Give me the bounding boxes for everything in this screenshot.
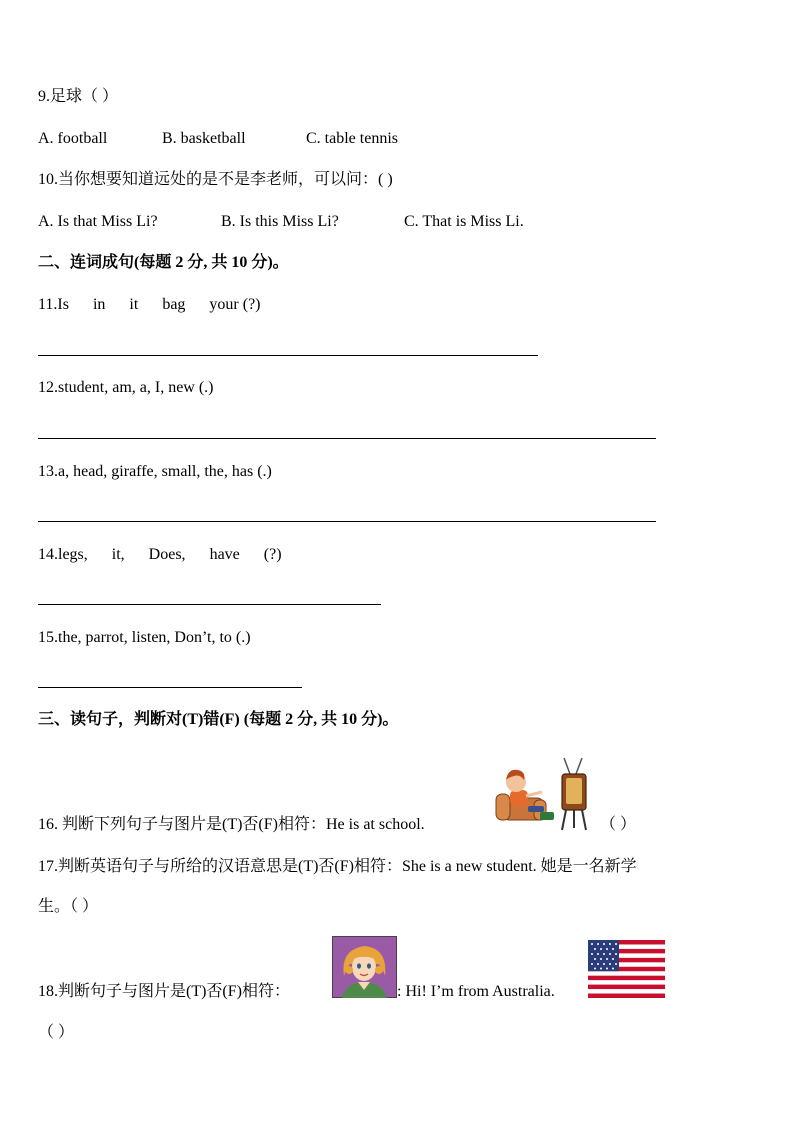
question-15-answer-line[interactable]	[38, 687, 302, 688]
question-11-word-1: Is	[57, 296, 69, 313]
question-14-word-2: it,	[111, 546, 125, 563]
question-14-word-5: (?)	[263, 546, 282, 563]
question-11-word-2: in	[92, 296, 106, 313]
section-2-heading: 二、连词成句(每题 2 分, 共 10 分)。	[38, 254, 289, 271]
question-16-answer-paren[interactable]: （ ）	[600, 816, 637, 833]
question-9-option-a: A. football	[38, 130, 108, 147]
question-17-line-1: 17.判断英语句子与所给的汉语意思是(T)否(F)相符：She is a new student. 她是一名新学	[38, 858, 637, 875]
question-11-word-5: your (?)	[209, 296, 261, 313]
question-14-answer-line[interactable]	[38, 604, 381, 605]
question-12: 12.student, am, a, I, new (.)	[38, 379, 214, 396]
question-11	[38, 295, 261, 315]
child-watching-tv-picture	[494, 754, 592, 832]
question-11-word-4: bag	[162, 296, 186, 313]
question-9-stem: 9.足球（ ）	[38, 88, 119, 105]
question-13: 13.a, head, giraffe, small, the, has (.)	[38, 463, 272, 480]
question-18-text-1: 18.判断句子与图片是(T)否(F)相符：	[38, 983, 290, 1000]
question-14-number: 14.	[38, 546, 58, 563]
question-12-answer-line[interactable]	[38, 438, 656, 439]
question-14-word-4: have	[209, 546, 240, 563]
question-11-number: 11.	[38, 296, 58, 313]
question-11-word-3: it	[129, 296, 139, 313]
question-10-stem: 10.当你想要知道远处的是不是李老师，可以问：( )	[38, 171, 393, 188]
question-9-option-c: C. table tennis	[306, 130, 398, 147]
question-13-answer-line[interactable]	[38, 521, 656, 522]
section-3-heading: 三、读句子，判断对(T)错(F) (每题 2 分, 共 10 分)。	[38, 711, 399, 728]
us-flag-picture	[588, 940, 665, 998]
question-18-answer-paren[interactable]: （ ）	[38, 1024, 75, 1041]
question-14-word-1: legs,	[58, 546, 88, 563]
question-10-option-c: C. That is Miss Li.	[404, 213, 524, 230]
question-15: 15.the, parrot, listen, Don’t, to (.)	[38, 629, 251, 646]
question-10-option-b: B. Is this Miss Li?	[221, 213, 339, 230]
question-9-option-b: B. basketball	[162, 130, 246, 147]
question-18-text-2: : Hi! I’m from Australia.	[397, 983, 555, 1000]
question-14-word-3: Does,	[148, 546, 186, 563]
question-11-answer-line[interactable]	[38, 355, 538, 356]
question-17-line-2[interactable]: 生。（ ）	[38, 898, 99, 915]
question-10-option-a: A. Is that Miss Li?	[38, 213, 158, 230]
question-16-text: 16. 判断下列句子与图片是(T)否(F)相符：He is at school.	[38, 816, 425, 833]
question-14	[38, 545, 282, 565]
girl-portrait-picture	[332, 936, 397, 998]
